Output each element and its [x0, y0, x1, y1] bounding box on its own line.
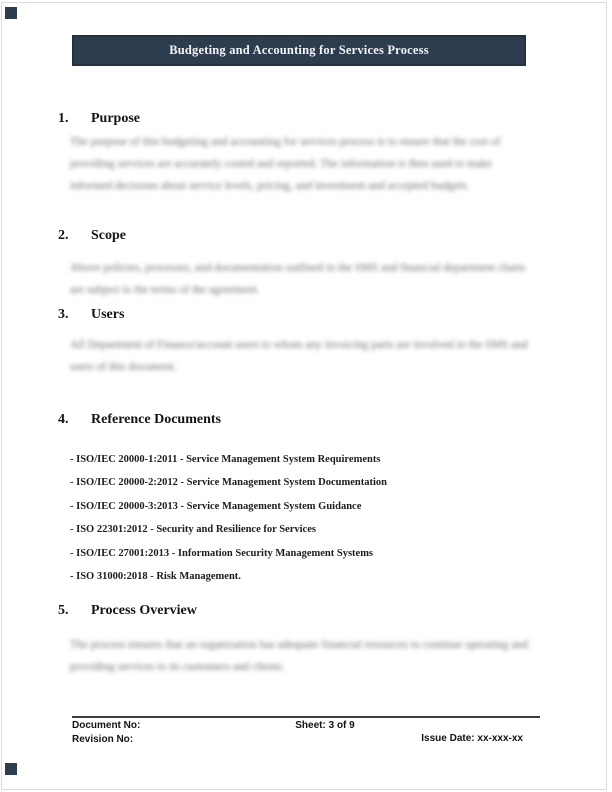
- footer-revision-no: Revision No:: [72, 734, 134, 745]
- redacted-line: are subject to the terms of the agreement.: [70, 284, 260, 296]
- section-heading-reference-documents: [58, 411, 221, 428]
- reference-item: - ISO/IEC 20000-1:2011 - Service Management System Requirements: [70, 454, 381, 465]
- redacted-paragraph-purpose: [70, 131, 516, 197]
- section-heading-scope: [58, 227, 126, 244]
- section-title: Scope: [91, 228, 126, 243]
- section-number: 2.: [58, 228, 69, 243]
- corner-mark-top-left: [5, 7, 17, 19]
- redacted-line: users of this document.: [70, 361, 177, 373]
- redacted-line: providing services are accurately costed and reported. The information is then used to make: [70, 158, 492, 170]
- section-heading-process-overview: [58, 602, 197, 619]
- document-title-bar: [72, 35, 526, 66]
- redacted-paragraph-users: [70, 334, 536, 378]
- redacted-line: Above policies, processes, and documentation outlined in the SMS and financial department charts: [70, 262, 526, 274]
- reference-item: - ISO/IEC 20000-3:2013 - Service Management System Guidance: [70, 500, 362, 512]
- section-heading-users: [58, 306, 124, 323]
- redacted-paragraph-process-overview: [70, 634, 530, 678]
- section-number: 4.: [58, 412, 69, 427]
- redacted-line: informed decisions about service levels, pricing, and investment and accepted budgets.: [70, 180, 470, 192]
- footer-sheet: Sheet: 3 of 9: [295, 720, 355, 731]
- section-title: Reference Documents: [91, 412, 221, 427]
- corner-mark-bottom-left: [5, 763, 17, 775]
- section-title: Process Overview: [91, 603, 197, 618]
- reference-item: - ISO/IEC 20000-2:2012 - Service Management System Documentation: [70, 477, 388, 489]
- reference-item: - ISO 22301:2012 - Security and Resilience for Services: [70, 524, 316, 536]
- reference-item: - ISO/IEC 27001:2013 - Information Security Management Systems: [70, 547, 374, 559]
- redacted-line: providing services to its customers and clients.: [70, 661, 285, 673]
- footer-rule: [72, 716, 540, 718]
- section-number: 1.: [58, 111, 69, 126]
- section-heading-purpose: [58, 110, 140, 127]
- section-title: Users: [91, 307, 125, 322]
- redacted-line: The purpose of this budgeting and accounting for services process is to ensure that the cost of: [70, 136, 501, 148]
- redacted-line: All Department of Finance/account users to whom any invoicing parts are involved in the SMS and: [70, 339, 528, 351]
- footer-issue-date: Issue Date: xx-xxx-xx: [421, 733, 523, 744]
- redacted-line: The process ensures that an organization has adequate financial resources to continue operating and: [70, 639, 529, 651]
- reference-list: [70, 448, 387, 588]
- redacted-paragraph-scope: [70, 257, 536, 301]
- section-number: 3.: [58, 307, 69, 322]
- section-number: 5.: [58, 603, 69, 618]
- reference-item: - ISO 31000:2018 - Risk Management.: [70, 571, 241, 583]
- footer-document-no: Document No:: [72, 720, 141, 731]
- section-title: Purpose: [91, 111, 140, 126]
- page-title: Budgeting and Accounting for Services Process: [169, 43, 429, 57]
